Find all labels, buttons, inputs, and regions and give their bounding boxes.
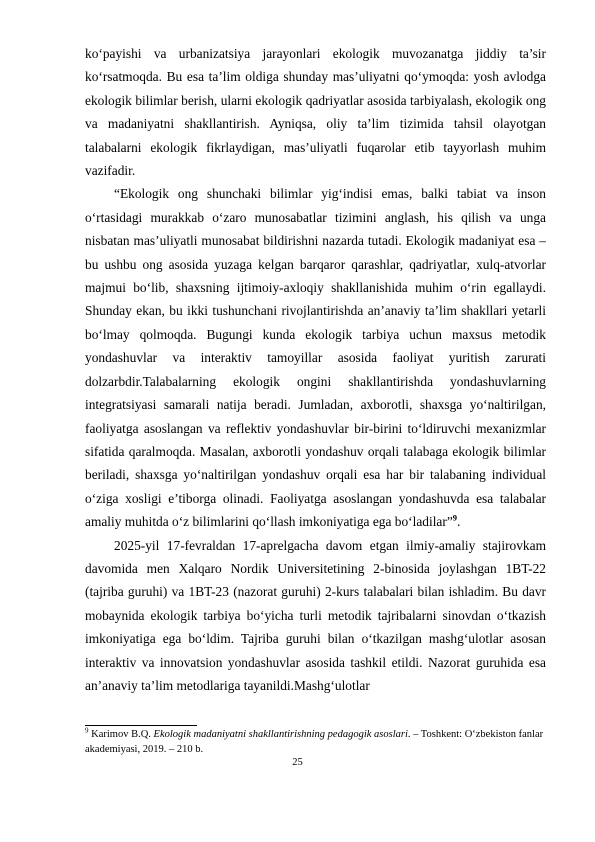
footnote-author: Karimov B.Q. (91, 729, 154, 740)
footnote-details: . – Toshkent: O‘zbekiston fanlar akademiyasi, 2019. – 210 b. (85, 729, 544, 755)
paragraph-2-text: “Ekologik ong shunchaki bilimlar yig‘indisi emas, balki tabiat va inson o‘rtasidagi murakkab o‘zaro munosabatlar tizimini anglash, his qilish va unga nisbatan mas’uliyatli munosabat bildirishni nazarda tutadi. Ekologik madaniyat esa – bu ushbu ong asosida yuzaga kelgan barqaror qarashlar, qadriyatlar, xulq-atvorlar majmui bo‘lib, shaxsning ijtimoiy-axloqiy shakllanishida muhim o‘rin egallaydi. Shunday ekan, bu ikki tushunchani rivojlantirishda an’anaviy ta’lim shakllari yetarli bo‘lmay qolmoqda. Bugungi kunda ekologik tarbiya uchun maxsus metodik yondashuvlar va interaktiv tamoyillar asosida faoliyat yuritish zarurati dolzarbdir.Talabalarning ekologik ongini shakllantirishda yondashuvlarning integratsiyasi samarali natija beradi. Jumladan, axborotli, shaxsga yo‘naltirilgan, faoliyatga asoslangan va reflektiv yondashuvlar bir-birini to‘ldiruvchi mexanizmlar sifatida qaralmoqda. Masalan, axborotli yondashuv orqali talabaga ekologik bilimlar beriladi, shaxsga yo‘naltirilgan yondashuv orqali esa har bir talabaning individual o‘ziga xosligi e’tiborga olinadi. Faoliyatga asoslangan yondashuvda esa talabalar amaliy muhitda o‘z bilimlarini qo‘llash imkoniyatiga ega bo‘ladilar” (85, 186, 546, 530)
footnote-mark: 9 (85, 726, 89, 735)
paragraph-2-end: . (457, 514, 461, 530)
paragraph-2 (85, 182, 546, 533)
paragraph-3: 2025-yil 17-fevraldan 17-aprelgacha davom etgan ilmiy-amaliy stajirovkam davomida men Xalqaro Nordik Universitetining 2-binosida joylashgan 1BT-22 (tajriba guruhi) va 1BT-23 (nazorat guruhi) 2-kurs talabalari bilan ishladim. Bu davr mobaynida ekologik tarbiya bo‘yicha turli metodik tajribalarni sinovdan o‘tkazish imkoniyatiga ega bo‘ldim. Tajriba guruhi bilan o‘tkazilgan mashg‘ulotlar asosan interaktiv va innovatsion yondashuvlar asosida tashkil etildi. Nazorat guruhida esa an’anaviy ta’lim metodlariga tayanildi.Mashg‘ulotlar (85, 537, 546, 693)
page-number: 25 (292, 757, 303, 768)
footnote (85, 727, 546, 757)
page-body (85, 42, 546, 697)
footnote-title: Ekologik madaniyatni shakllantirishning pedagogik asoslari (153, 729, 408, 740)
paragraph-1: ko‘payishi va urbanizatsiya jarayonlari ekologik muvozanatga jiddiy ta’sir ko‘rsatmoqda. Bu esa ta’lim oldiga shunday mas’uliyatni qo‘ymoqda: yosh avlodga ekologik bilimlar berish, ularni ekologik qadriyatlar asosida tarbiyalash, ekologik ong va madaniyatni shakllantirish. Ayniqsa, oliy ta’lim tizimida tahsil olayotgan talabalarni ekologik fikrlaydigan, mas’uliyatli fuqarolar etib tayyorlash muhim vazifadir. (85, 46, 546, 179)
footnote-separator (85, 725, 197, 726)
footnote-reference: 9 (452, 512, 458, 523)
